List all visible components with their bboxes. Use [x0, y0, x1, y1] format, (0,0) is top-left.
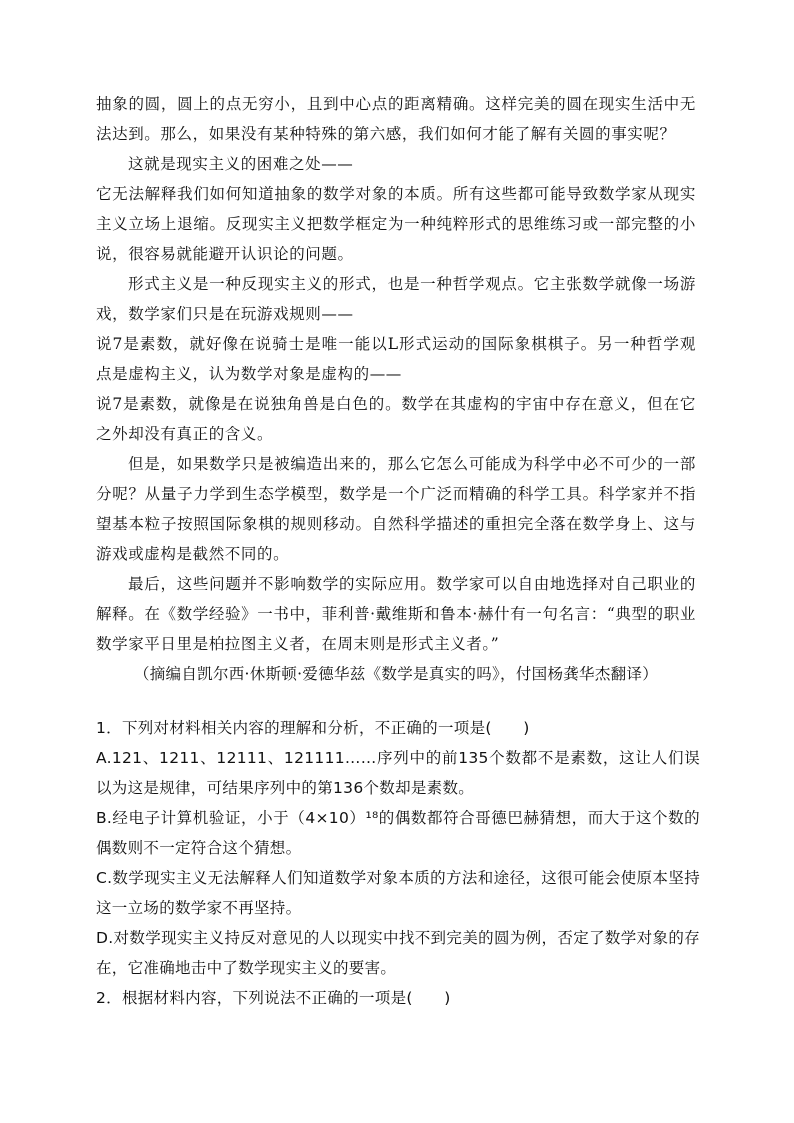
- passage-paragraph: 这就是现实主义的困难之处——: [128, 155, 354, 173]
- passage-paragraph: 说7是素数，就像是在说独角兽是白色的。数学在其虚构的宇宙中存在意义，但在它之外却没有真正的含义。: [96, 395, 696, 443]
- question-1-option-c: C.数学现实主义无法解释人们知道数学对象本质的方法和途径，这很可能会使原本坚持这一立场的数学家不再坚持。: [96, 869, 700, 917]
- question-1-option-d: D.对数学现实主义持反对意见的人以现实中找不到完美的圆为例，否定了数学对象的存在，它准确地击中了数学现实主义的要害。: [96, 929, 700, 977]
- passage-paragraph: 抽象的圆，圆上的点无穷小，且到中心点的距离精确。这样完美的圆在现实生活中无法达到。那么，如果没有某种特殊的第六感，我们如何才能了解有关圆的事实呢？: [96, 95, 696, 143]
- question-1-stem: 1．下列对材料相关内容的理解和分析，不正确的一项是( ): [96, 719, 530, 737]
- question-2-stem: 2．根据材料内容，下列说法不正确的一项是( ): [96, 989, 451, 1007]
- passage-paragraph: 最后，这些问题并不影响数学的实际应用。数学家可以自由地选择对自己职业的解释。在《数学经验》一书中，菲利普·戴维斯和鲁本·赫什有一句名言：“典型的职业数学家平日里是柏拉图主义者，在周末则是形式主义者。”: [96, 575, 696, 653]
- question-1-option-b: B.经电子计算机验证，小于（4×10）¹⁸的偶数都符合哥德巴赫猜想，而大于这个数的偶数则不一定符合这个猜想。: [96, 809, 700, 857]
- passage-paragraph: 形式主义是一种反现实主义的形式，也是一种哲学观点。它主张数学就像一场游戏，数学家们只是在玩游戏规则——: [96, 275, 696, 323]
- passage-paragraph: 说7是素数，就好像在说骑士是唯一能以L形式运动的国际象棋棋子。另一种哲学观点是虚构主义，认为数学对象是虚构的——: [96, 335, 696, 383]
- passage-source: （摘编自凯尔西·休斯顿·爱德华兹《数学是真实的吗》，付国杨龚华杰翻译）: [133, 665, 659, 683]
- question-1-option-a: A.121、1211、12111、121111……序列中的前135个数都不是素数，这让人们误以为这是规律，可结果序列中的第136个数却是素数。: [96, 749, 700, 797]
- passage-paragraph: 但是，如果数学只是被编造出来的，那么它怎么可能成为科学中必不可少的一部分呢？从量子力学到生态学模型，数学是一个广泛而精确的科学工具。科学家并不指望基本粒子按照国际象棋的规则移动。自然科学描述的重担完全落在数学身上、这与游戏或虚构是截然不同的。: [96, 455, 696, 563]
- passage-paragraph: 它无法解释我们如何知道抽象的数学对象的本质。所有这些都可能导致数学家从现实主义立场上退缩。反现实主义把数学框定为一种纯粹形式的思维练习或一部完整的小说，很容易就能避开认识论的问题。: [96, 185, 696, 263]
- reading-passage: [96, 89, 696, 689]
- question-section: [96, 713, 700, 1013]
